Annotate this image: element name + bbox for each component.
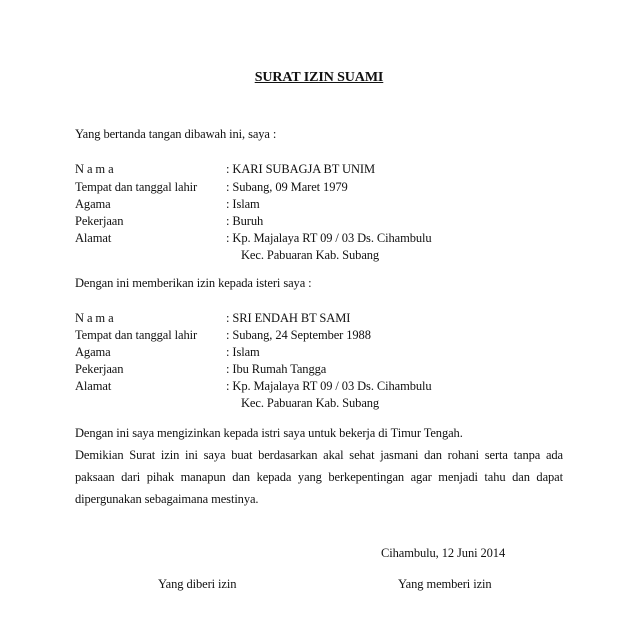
closing-paragraph-line-2: paksaan dari pihak manapun dan kepada yang berkepentingan agar menjadi tahu dan dapat [75, 470, 563, 484]
wife-address-value-line2: Kec. Pabuaran Kab. Subang [241, 396, 380, 410]
wife-birth-label: Tempat dan tanggal lahir [75, 328, 198, 342]
husband-name-label: N a m a [75, 162, 114, 176]
husband-address-value: : Kp. Majalaya RT 09 / 03 Ds. Cihambulu [226, 231, 432, 245]
husband-religion-label: Agama [75, 197, 111, 211]
intro-text: Yang bertanda tangan dibawah ini, saya : [75, 127, 277, 141]
husband-birth-value: : Subang, 09 Maret 1979 [226, 180, 348, 194]
permission-intro-text: Dengan ini memberikan izin kepada isteri saya : [75, 276, 312, 290]
place-date: Cihambulu, 12 Juni 2014 [381, 546, 506, 560]
husband-job-label: Pekerjaan [75, 214, 124, 228]
wife-address-label: Alamat [75, 379, 112, 393]
wife-name-value: : SRI ENDAH BT SAMI [226, 311, 351, 325]
letter-title: SURAT IZIN SUAMI [254, 70, 384, 85]
husband-name-value: : KARI SUBAGJA BT UNIM [226, 162, 375, 176]
wife-birth-value: : Subang, 24 September 1988 [226, 328, 371, 342]
statement-text: Dengan ini saya mengizinkan kepada istri saya untuk bekerja di Timur Tengah. [75, 426, 463, 440]
closing-paragraph-line-1: Demikian Surat izin ini saya buat berdasarkan akal sehat jasmani dan rohani serta tanpa ada [75, 448, 563, 462]
closing-paragraph-line-3: dipergunakan sebagaimana mestinya. [75, 492, 259, 506]
husband-address-label: Alamat [75, 231, 112, 245]
signature-receiver-label: Yang diberi izin [158, 577, 237, 591]
wife-name-label: N a m a [75, 311, 114, 325]
wife-address-value: : Kp. Majalaya RT 09 / 03 Ds. Cihambulu [226, 379, 432, 393]
wife-job-value: : Ibu Rumah Tangga [226, 362, 327, 376]
husband-religion-value: : Islam [226, 197, 260, 211]
wife-religion-label: Agama [75, 345, 111, 359]
husband-address-value-line2: Kec. Pabuaran Kab. Subang [241, 248, 380, 262]
husband-birth-label: Tempat dan tanggal lahir [75, 180, 198, 194]
wife-religion-value: : Islam [226, 345, 260, 359]
husband-job-value: : Buruh [226, 214, 264, 228]
signature-giver-label: Yang memberi izin [398, 577, 492, 591]
wife-job-label: Pekerjaan [75, 362, 124, 376]
